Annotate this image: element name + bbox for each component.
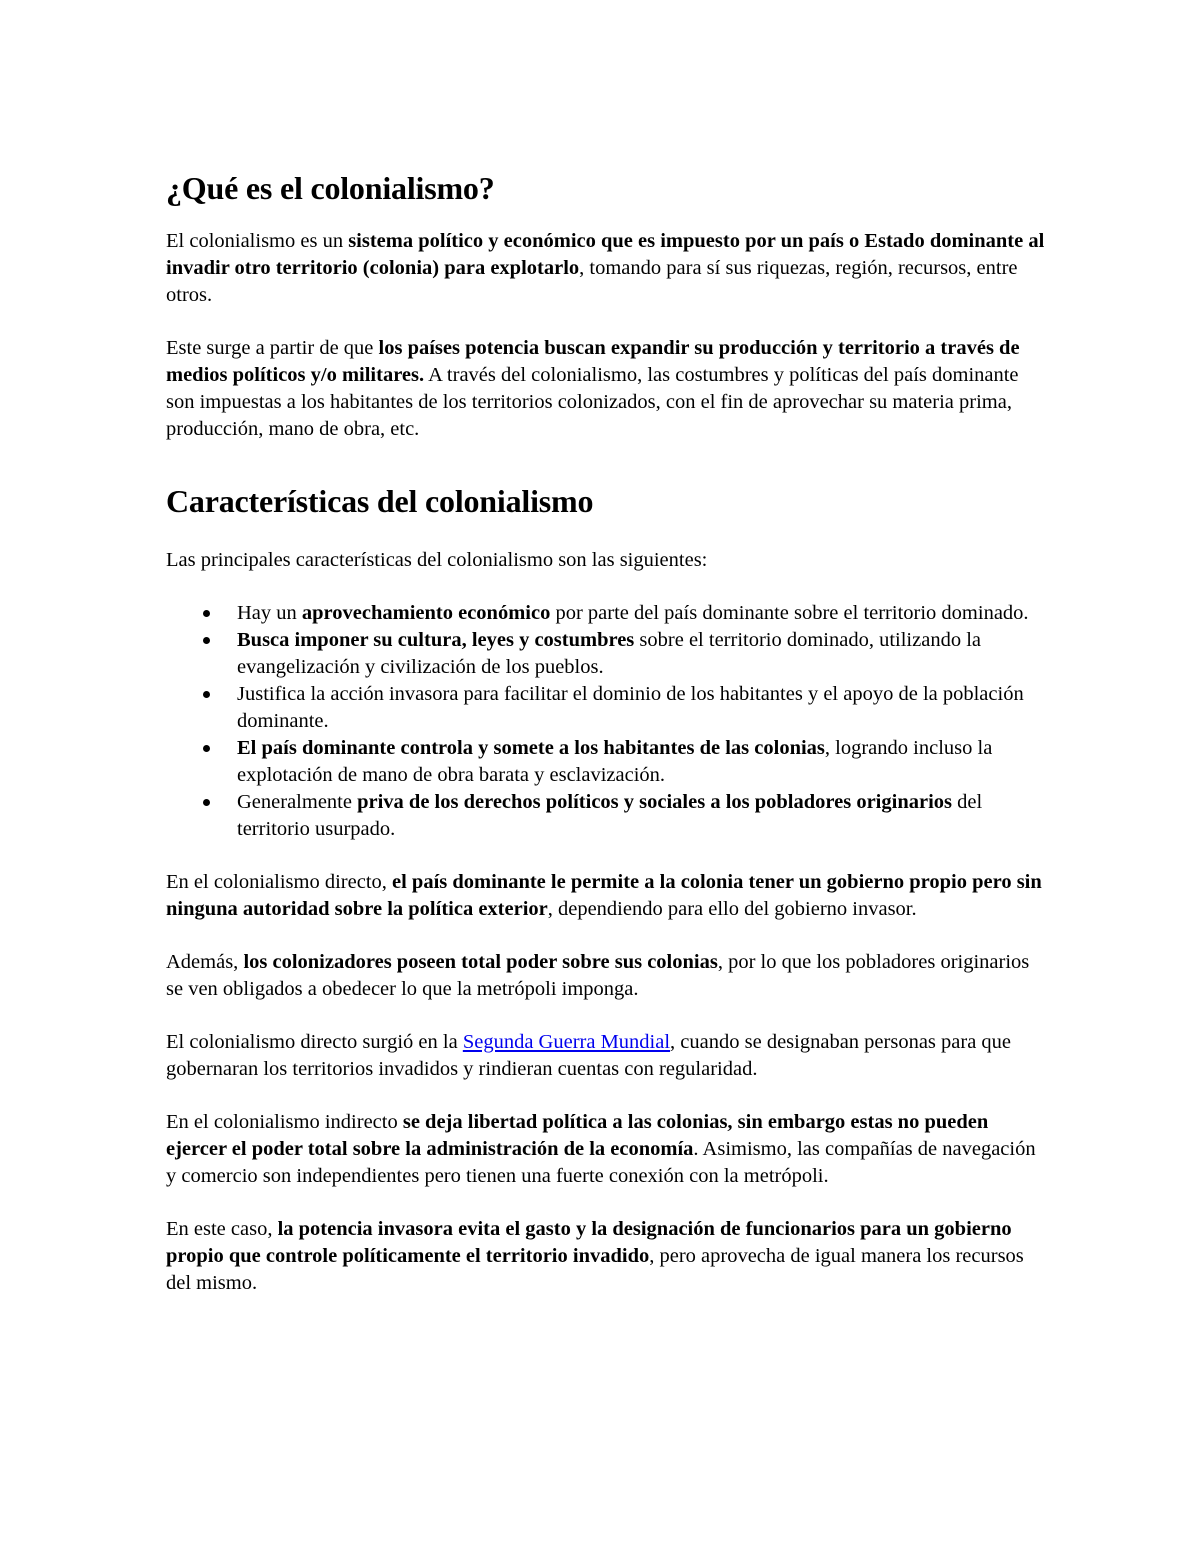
characteristics-list xyxy=(166,600,1046,843)
paragraph-direct: En el colonialismo directo, el país dominante le permite a la colonia tener un gobierno propio pero sin ninguna autoridad sobre la política exterior, dependiendo para ello del gobierno invasor. xyxy=(166,871,1042,920)
bold-text: se deja libertad política a las colonias, sin embargo estas no pueden ejercer el poder total sobre la administración de la economía xyxy=(166,1111,989,1160)
list-item: El país dominante controla y somete a los habitantes de las colonias, logrando incluso la explotación de mano de obra barata y esclavización. xyxy=(237,735,1046,789)
paragraph-case: En este caso, la potencia invasora evita el gasto y la designación de funcionarios para un gobierno propio que controle políticamente el territorio invadido, pero aprovecha de igual manera los recursos del mismo. xyxy=(166,1218,1024,1294)
page-title: ¿Qué es el colonialismo? xyxy=(166,170,495,206)
paragraph-definition: El colonialismo es un sistema político y económico que es impuesto por un país o Estado dominante al invadir otro territorio (colonia) para explotarlo, tomando para sí sus riquezas, región, recursos, entre otros. xyxy=(166,230,1045,306)
list-item: Busca imponer su cultura, leyes y costumbres sobre el territorio dominado, utilizando la evangelización y civilización de los pueblos. xyxy=(237,627,1046,681)
list-item: Hay un aprovechamiento económico por parte del país dominante sobre el territorio dominado. xyxy=(237,600,1046,627)
paragraph-colonizers: Además, los colonizadores poseen total poder sobre sus colonias, por lo que los pobladores originarios se ven obligados a obedecer lo que la metrópoli imponga. xyxy=(166,951,1030,1000)
bold-text: la potencia invasora evita el gasto y la designación de funcionarios para un gobierno propio que controle políticamente el territorio invadido xyxy=(166,1218,1012,1267)
paragraph-indirect: En el colonialismo indirecto se deja libertad política a las colonias, sin embargo estas no pueden ejercer el poder total sobre la administración de la economía. Asimismo, las compañías de navegación y comercio son independientes pero tienen una fuerte conexión con la metrópoli. xyxy=(166,1111,1036,1187)
section-heading: Características del colonialismo xyxy=(166,483,594,519)
document-page xyxy=(166,168,1046,1323)
bold-text: el país dominante le permite a la colonia tener un gobierno propio pero sin ninguna autoridad sobre la política exterior xyxy=(166,871,1042,920)
paragraph-history: El colonialismo directo surgió en la Segunda Guerra Mundial, cuando se designaban personas para que gobernaran los territorios invadidos y rindieran cuentas con regularidad. xyxy=(166,1031,1012,1080)
bold-text: sistema político y económico que es impuesto por un país o Estado dominante al invadir otro territorio (colonia) para explotarlo xyxy=(166,230,1045,279)
list-item: Generalmente priva de los derechos políticos y sociales a los pobladores originarios del territorio usurpado. xyxy=(237,789,1046,843)
list-item: Justifica la acción invasora para facilitar el dominio de los habitantes y el apoyo de la población dominante. xyxy=(237,681,1046,735)
paragraph-origin: Este surge a partir de que los países potencia buscan expandir su producción y territorio a través de medios políticos y/o militares. A través del colonialismo, las costumbres y políticas del país dominante son impuestas a los habitantes de los territorios colonizados, con el fin de aprovechar su materia prima, producción, mano de obra, etc. xyxy=(166,337,1020,440)
bold-text: los colonizadores poseen total poder sobre sus colonias xyxy=(243,951,718,973)
paragraph-intro: Las principales características del colonialismo son las siguientes: xyxy=(166,549,708,571)
wwii-link[interactable]: Segunda Guerra Mundial xyxy=(462,1031,671,1053)
bold-text: los países potencia buscan expandir su producción y territorio a través de medios políticos y/o militares. xyxy=(166,337,1020,386)
